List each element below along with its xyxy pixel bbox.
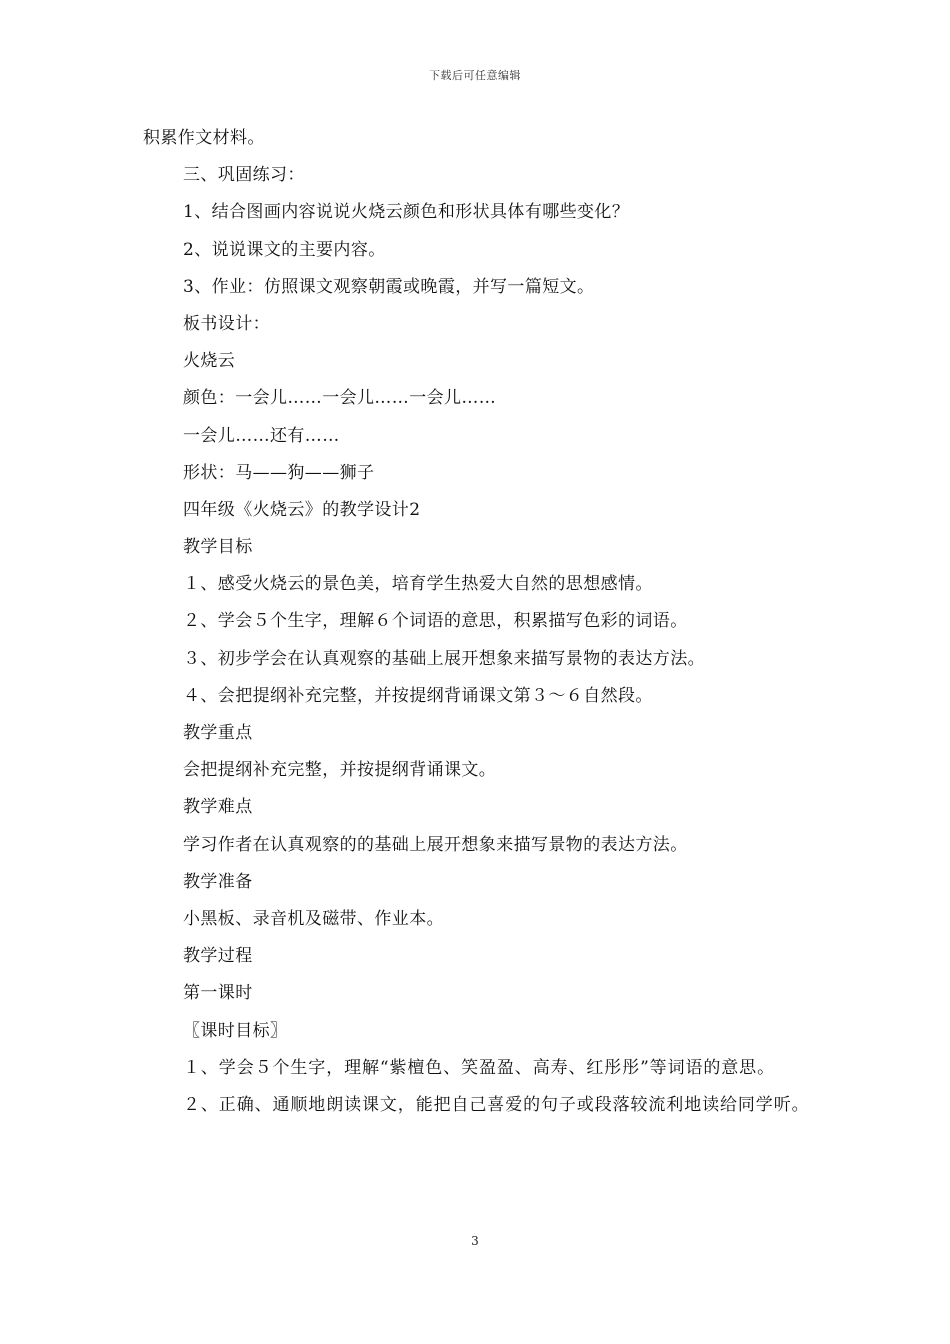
objective-item: １、感受火烧云的景色美，培育学生热爱大自然的思想感情。	[183, 574, 653, 595]
section-heading: 教学目标	[183, 537, 253, 558]
section-heading: 教学准备	[183, 871, 253, 892]
objective-item: ４、会把提纲补充完整，并按提纲背诵课文第３～６自然段。	[183, 685, 653, 706]
section-heading: 板书设计：	[183, 313, 270, 334]
document-body	[143, 120, 813, 1124]
section-heading: 第一课时	[183, 983, 253, 1004]
objective-item: ３、初步学会在认真观察的基础上展开想象来描写景物的表达方法。	[183, 648, 705, 669]
paragraph-line: 小黑板、录音机及磁带、作业本。	[183, 908, 444, 929]
board-line: 形状：马——狗——狮子	[183, 462, 375, 483]
paragraph-line: 积累作文材料。	[143, 128, 265, 148]
document-subtitle: 四年级《火烧云》的教学设计2	[183, 499, 421, 520]
page-number: 3	[471, 1234, 479, 1248]
paragraph-line: 学习作者在认真观察的的基础上展开想象来描写景物的表达方法。	[183, 834, 688, 855]
paragraph-line: 会把提纲补充完整，并按提纲背诵课文。	[183, 760, 497, 781]
section-heading: 〖课时目标〗	[183, 1020, 288, 1041]
exercise-item: 2、说说课文的主要内容。	[183, 239, 386, 260]
section-heading: 教学难点	[183, 797, 253, 818]
board-line: 一会儿……还有……	[183, 425, 340, 446]
objective-item: １、学会５个生字，理解“紫檀色、笑盈盈、高寿、红彤彤”等词语的意思。	[183, 1057, 775, 1078]
page-header: 下载后可任意编辑	[429, 69, 521, 82]
board-title: 火烧云	[183, 351, 236, 372]
objective-item: ２、正确、通顺地朗读课文，能把自己喜爱的句子或段落较流利地读给同学听。	[183, 1094, 810, 1115]
board-line: 颜色：一会儿……一会儿……一会儿……	[183, 388, 497, 409]
section-heading: 教学过程	[183, 946, 253, 967]
section-heading: 三、巩固练习：	[183, 165, 305, 186]
exercise-item: 3、作业：仿照课文观察朝霞或晚霞，并写一篇短文。	[183, 276, 595, 297]
objective-item: ２、学会５个生字，理解６个词语的意思，积累描写色彩的词语。	[183, 611, 688, 632]
exercise-item: 1、结合图画内容说说火烧云颜色和形状具体有哪些变化？	[183, 202, 630, 223]
section-heading: 教学重点	[183, 723, 253, 743]
